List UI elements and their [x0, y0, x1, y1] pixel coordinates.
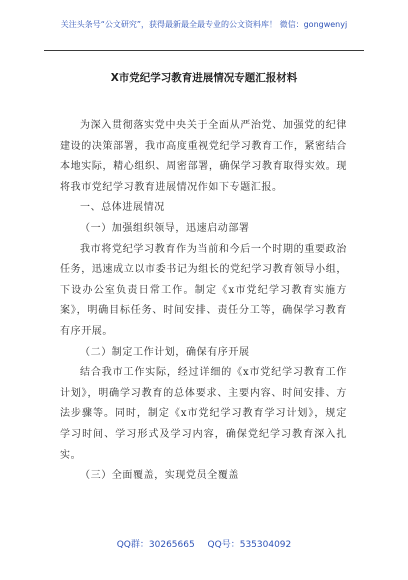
body-paragraph-2: 结合我市工作实际，经过详细的《x市党纪学习教育工作计划》，明确学习教育的总体要求、主要内容、时间安排、方法步骤等。同时，制定《x市党纪学习教育学习计划》，规定学习时间、学习形式及学习内容，确保党纪学习教育深入扎实。: [60, 367, 347, 461]
intro-paragraph: 为深入贯彻落实党中央关于全面从严治党、加强党的纪律建设的决策部署，我市高度重视党纪学习教育工作，紧密结合本地实际，精心组织、周密部署，确保学习教育取得实效。现将我市党纪学习教育进展情况作如下专题汇报。: [60, 120, 347, 193]
document-title: X市党纪学习教育进展情况专题汇报材料: [110, 72, 298, 84]
section-heading-overall: 一、总体进展情况: [80, 202, 165, 214]
header-divider: [44, 50, 364, 51]
subsection-heading-2: （二）制定工作计划，确保有序开展: [80, 346, 250, 358]
subsection-heading-3: （三）全面覆盖，实现党员全覆盖: [80, 470, 239, 482]
body-paragraph-1: 我市将党纪学习教育作为当前和今后一个时期的重要政治任务，迅速成立以市委书记为组长的党纪学习教育领导小组，下设办公室负责日常工作。制定《x市党纪学习教育实施方案》，明确目标任务、时间安排、责任分工等，确保学习教育有序开展。: [60, 243, 347, 337]
document-body: [60, 116, 347, 487]
subsection-heading-1: （一）加强组织领导，迅速启动部署: [80, 222, 250, 234]
header-banner: 关注头条号“公文研究”，获得最新最全最专业的公文资料库！ 微信：gongwenyj: [60, 20, 348, 29]
footer-contact: QQ群：30265665 QQ号：535304092: [116, 540, 292, 550]
